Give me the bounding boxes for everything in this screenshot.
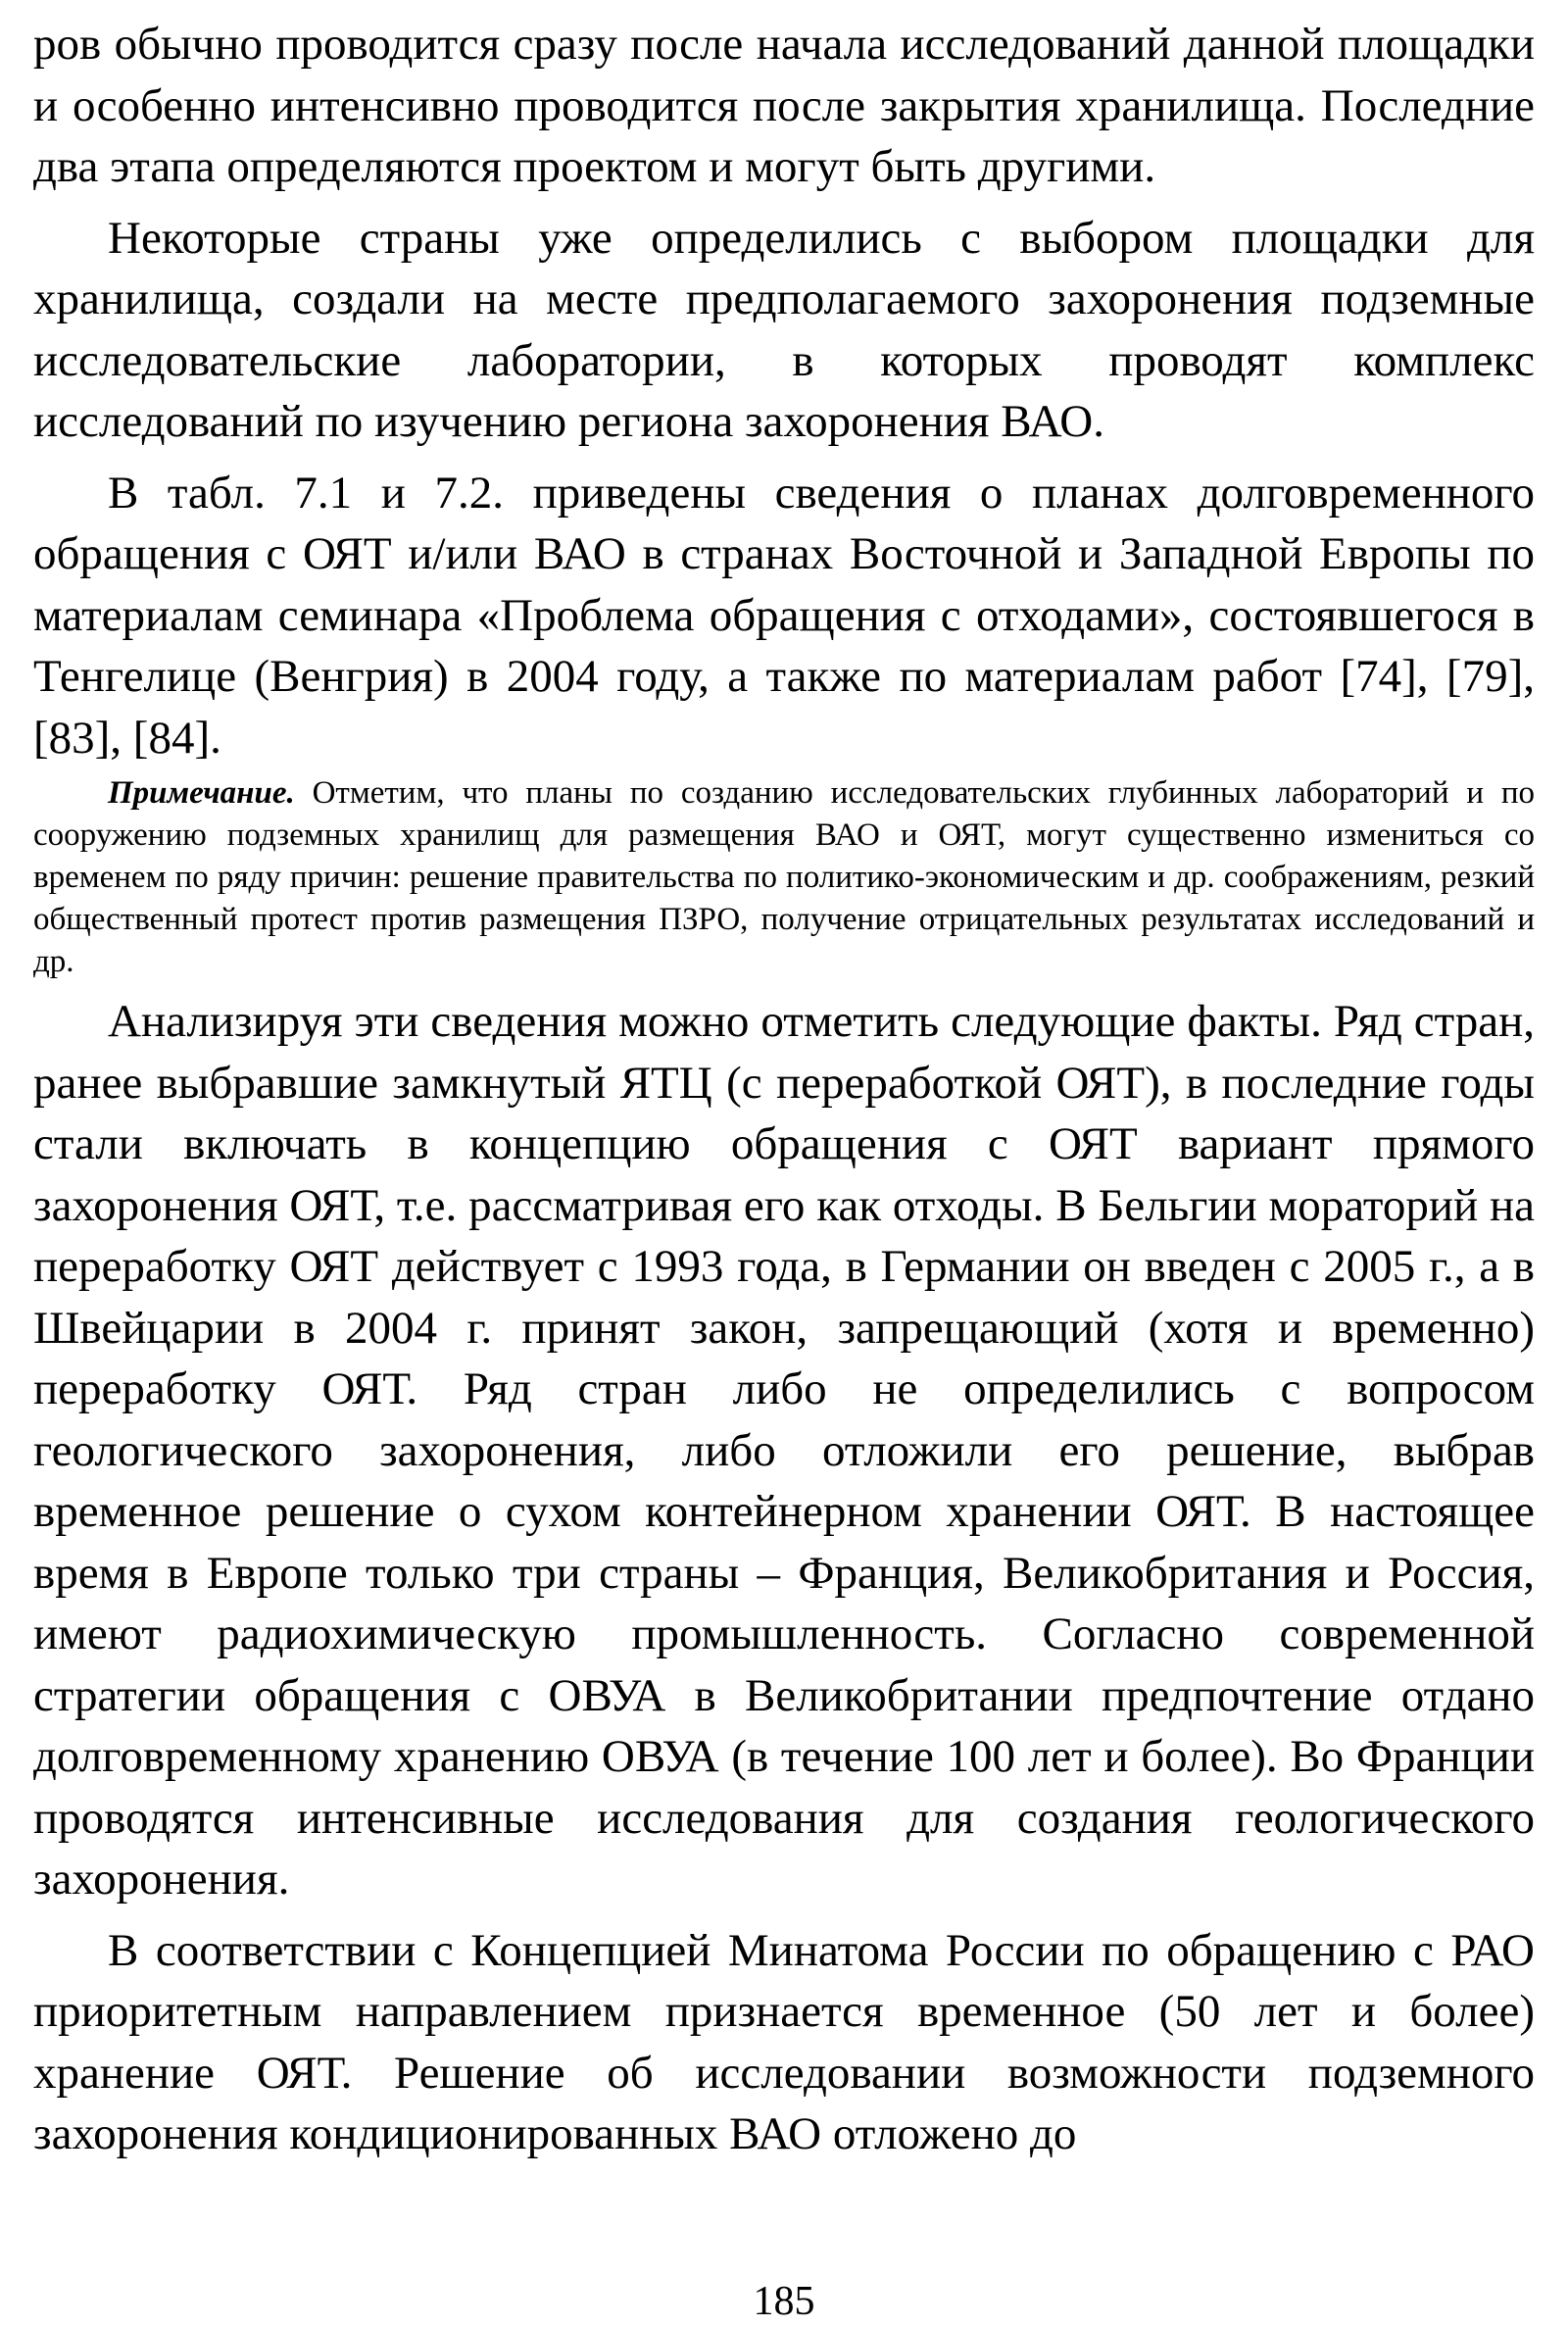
note-block (33, 772, 1535, 983)
paragraph-continued: ров обычно проводится сразу после начала исследований данной площадки и особенно интенсивно проводится после закрытия хранилища. Последние два этапа определяются проектом и могут быть другими. (33, 19, 1535, 192)
paragraph-tables-reference: В табл. 7.1 и 7.2. приведены сведения о планах долговременного обращения с ОЯТ и/или ВАО в странах Восточной и Западной Европы по материалам семинара «Проблема обращения с отходами», состоявшегося в Тенгелице (Венгрия) в 2004 году, а также по материалам работ [74], [79], [83], [84]. (33, 467, 1535, 764)
paragraph-russia-concept: В соответствии с Концепцией Минатома России по обращению с РАО приоритетным направлением признается временное (50 лет и более) хранение ОЯТ. Решение об исследовании возможности подземного захоронения кондиционированных ВАО отложено до (33, 1924, 1535, 2159)
page-number: 185 (753, 2279, 815, 2324)
paragraph-site-selection: Некоторые страны уже определились с выбором площадки для хранилища, создали на месте предполагаемого захоронения подземные исследовательские лаборатории, в которых проводят комплекс исследований по изучению региона захоронения ВАО. (33, 212, 1535, 447)
note-label: Примечание. (108, 775, 295, 811)
document-page (33, 14, 1535, 2165)
paragraph-analysis: Анализируя эти сведения можно отметить следующие факты. Ряд стран, ранее выбравшие замкнутый ЯТЦ (с переработкой ОЯТ), в последние годы стали включать в концепцию обращения с ОЯТ вариант прямого захоронения ОЯТ, т.е. рассматривая его как отходы. В Бельгии мораторий на переработку ОЯТ действует с 1993 года, в Германии он введен с 2005 г., а в Швейцарии в 2004 г. принят закон, запрещающий (хотя и временно) переработку ОЯТ. Ряд стран либо не определились с вопросом геологического захоронения, либо отложили его решение, выбрав временное решение о сухом контейнерном хранении ОЯТ. В настоящее время в Европе только три страны – Франция, Великобритания и Россия, имеют радиохимическую промышленность. Согласно современной стратегии обращения с ОВУА в Великобритании предпочтение отдано долговременному хранению ОВУА (в течение 100 лет и более). Во Франции проводятся интенсивные исследования для создания геологического захоронения. (33, 996, 1535, 1905)
note-text: Отметим, что планы по созданию исследовательских глубинных лабораторий и по сооружению подземных хранилищ для размещения ВАО и ОЯТ, могут существенно измениться со временем по ряду причин: решение правительства по политико-экономическим и др. соображениям, резкий общественный протест против размещения ПЗРО, получение отрицательных результатах исследований и др. (33, 775, 1536, 979)
